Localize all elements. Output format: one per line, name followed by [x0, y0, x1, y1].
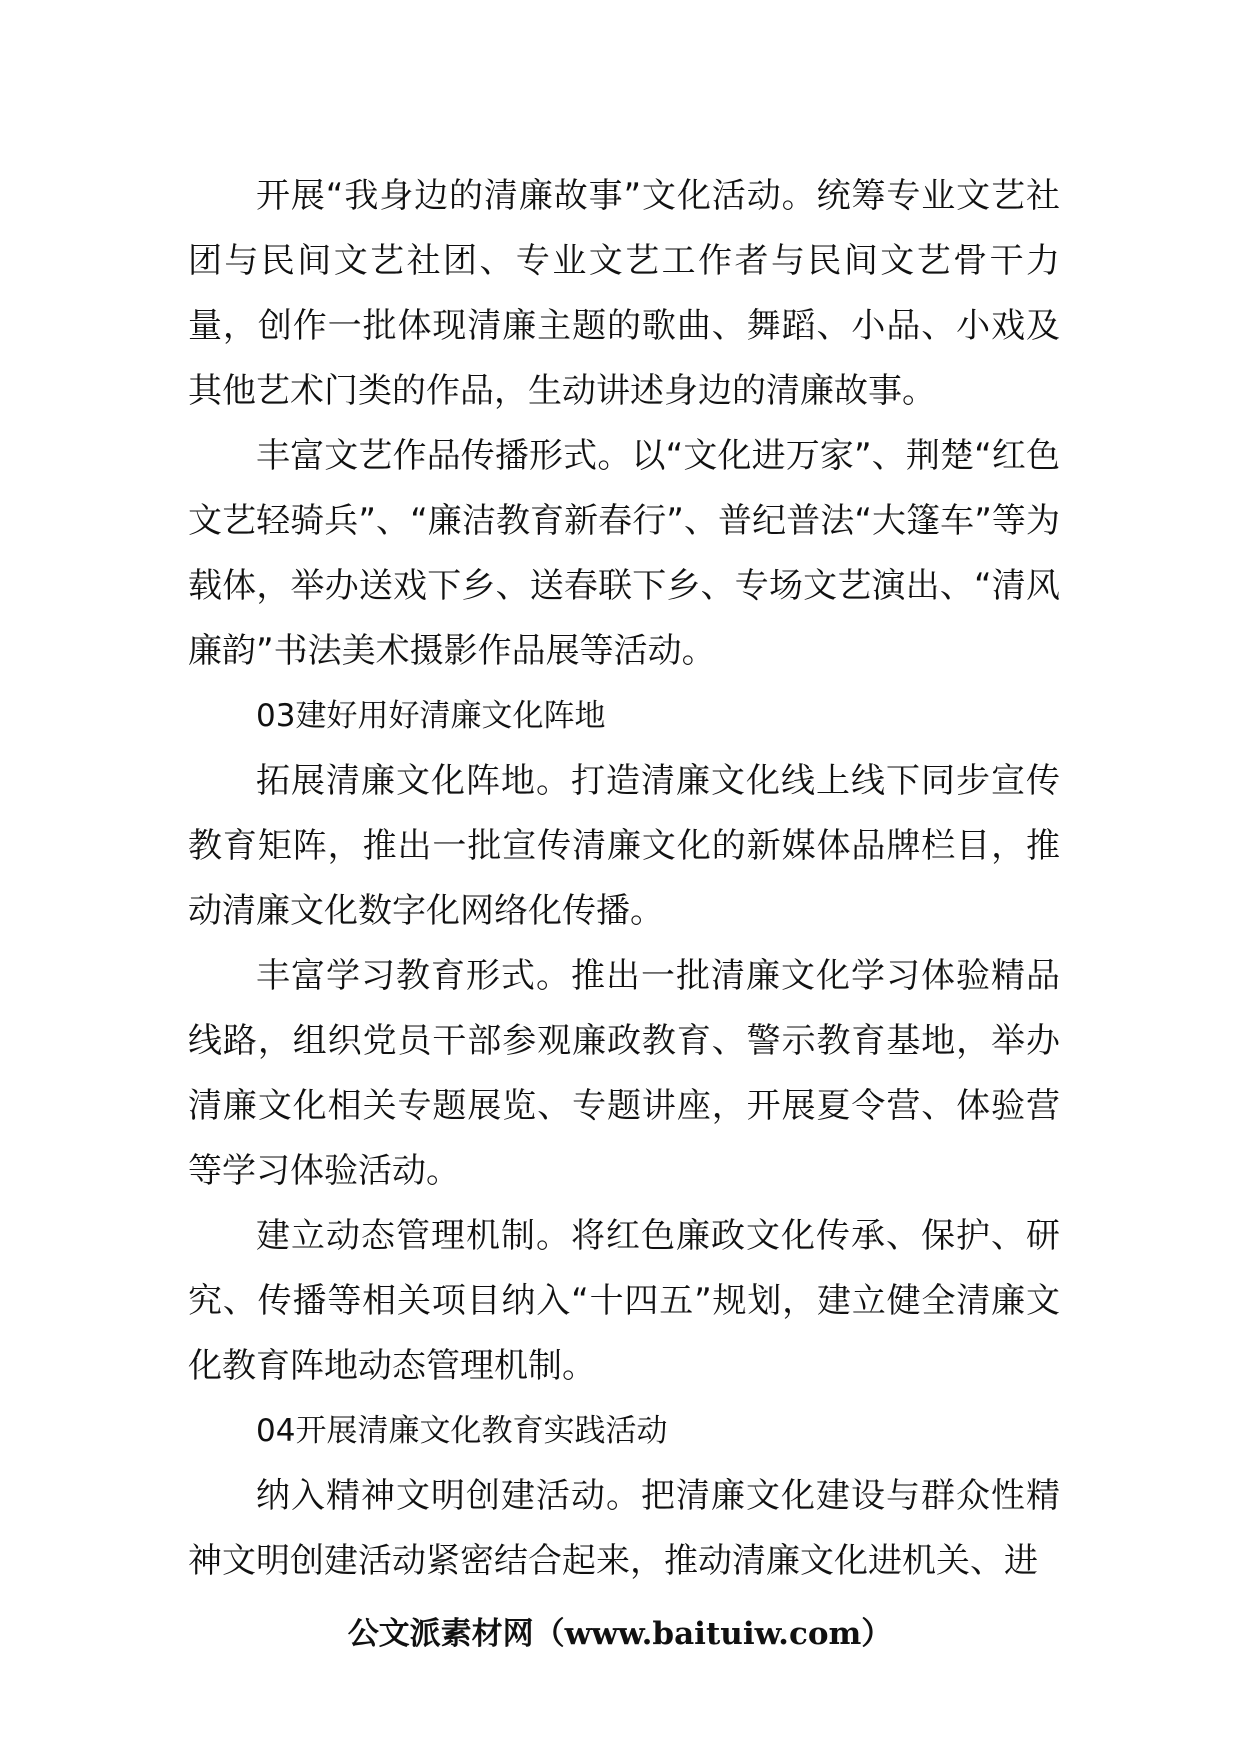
paragraph-learning-forms: 丰富学习教育形式。推出一批清廉文化学习体验精品线路，组织党员干部参观廉政教育、警示教育基地，举办清廉文化相关专题展览、专题讲座，开展夏令营、体验营等学习体验活动。: [188, 956, 1060, 1191]
footer-watermark-text: 公文派素材网（www.baituiw.com）: [347, 1616, 893, 1652]
paragraph-civilization-creation: 纳入精神文明创建活动。把清廉文化建设与群众性精神文明创建活动紧密结合起来，推动清廉文化进机关、进: [188, 1476, 1060, 1581]
paragraph-expand-positions: 拓展清廉文化阵地。打造清廉文化线上线下同步宣传教育矩阵，推出一批宣传清廉文化的新媒体品牌栏目，推动清廉文化数字化网络化传播。: [188, 761, 1060, 931]
paragraph-dissemination-forms: 丰富文艺作品传播形式。以“文化进万家”、荆楚“红色文艺轻骑兵”、“廉洁教育新春行”、普纪普法“大篷车”等为载体，举办送戏下乡、送春联下乡、专场文艺演出、“清风廉韵”书法美术摄影作品展等活动。: [188, 436, 1060, 671]
paragraph-dynamic-management: 建立动态管理机制。将红色廉政文化传承、保护、研究、传播等相关项目纳入“十四五”规划，建立健全清廉文化教育阵地动态管理机制。: [188, 1216, 1060, 1386]
section-heading-04: 04开展清廉文化教育实践活动: [256, 1413, 668, 1449]
document-body: [188, 164, 1060, 1594]
paragraph-cultural-activity: 开展“我身边的清廉故事”文化活动。统筹专业文艺社团与民间文艺社团、专业文艺工作者与民间文艺骨干力量，创作一批体现清廉主题的歌曲、舞蹈、小品、小戏及其他艺术门类的作品，生动讲述身边的清廉故事。: [188, 176, 1060, 411]
section-heading-03: 03建好用好清廉文化阵地: [256, 698, 606, 734]
